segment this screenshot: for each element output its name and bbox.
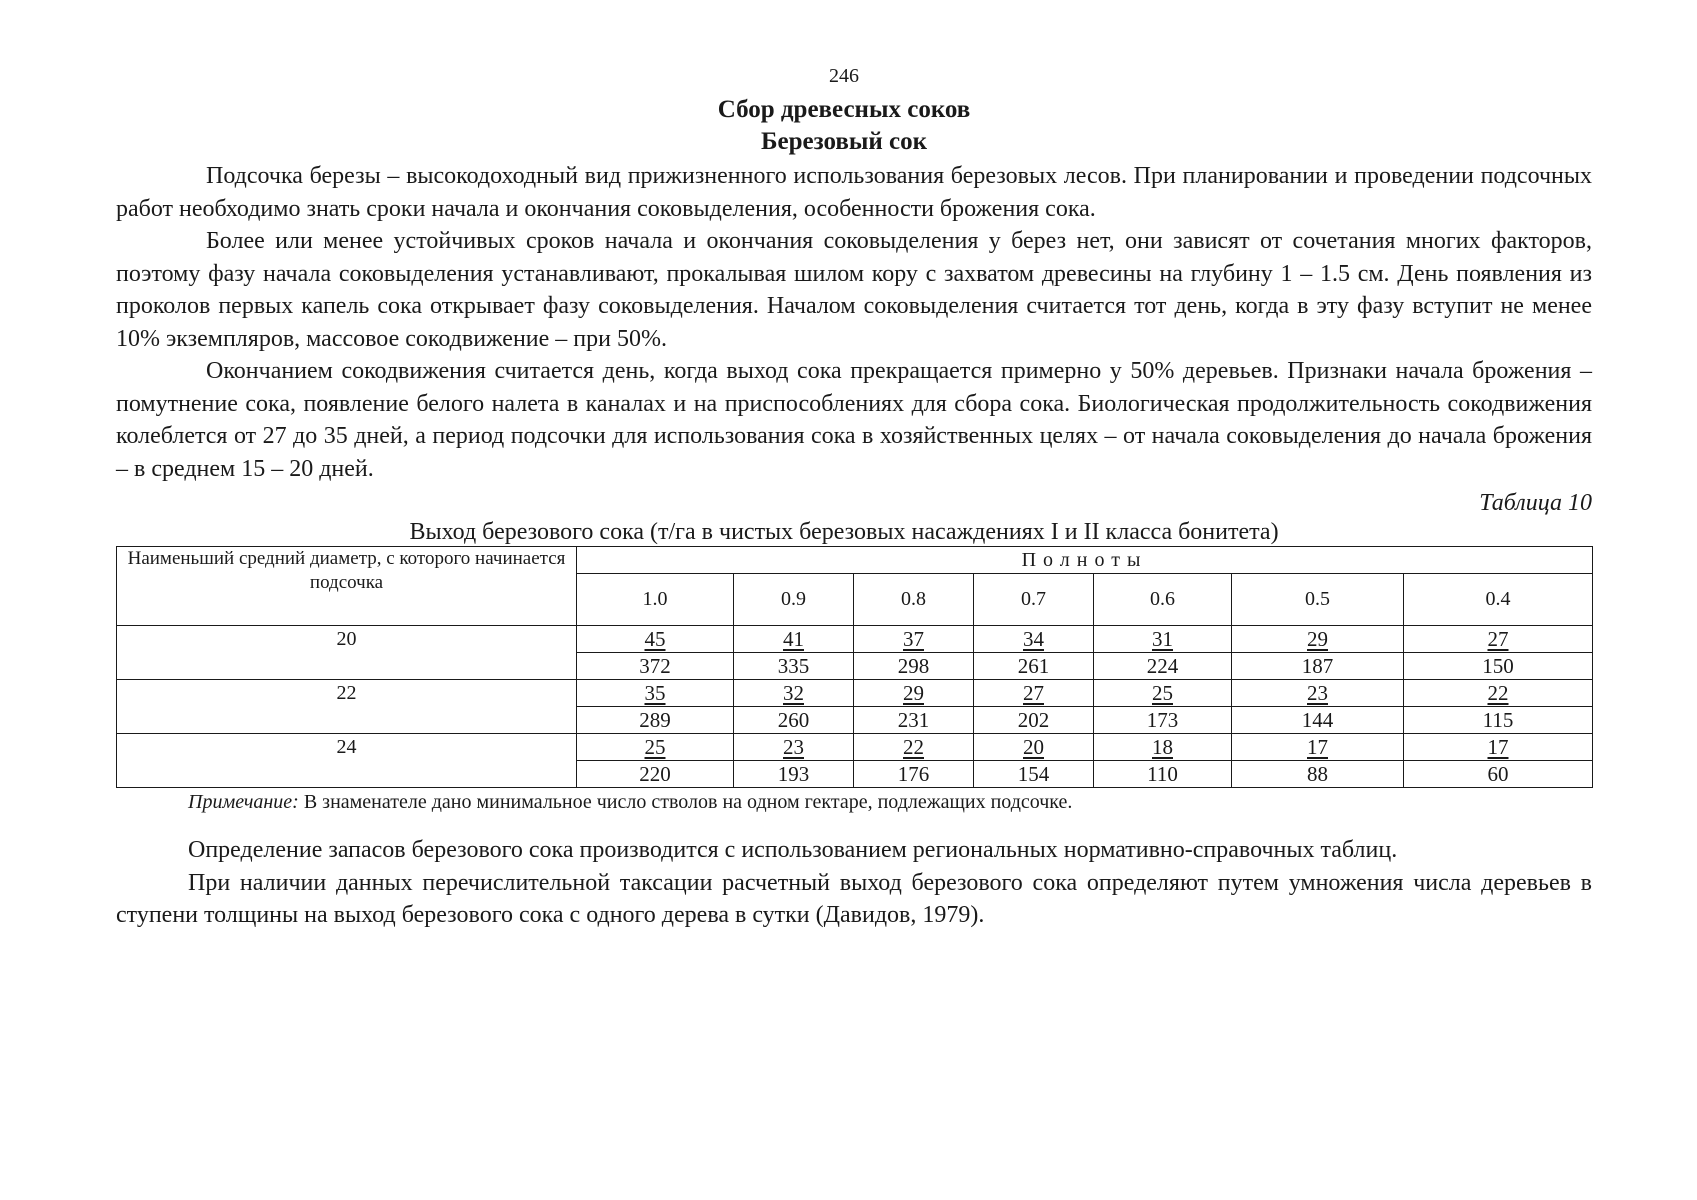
tree-count-cell: 115 — [1404, 707, 1593, 734]
yield-value: 25 — [644, 735, 666, 759]
yield-value: 41 — [783, 627, 804, 651]
sap-yield-table — [116, 546, 1593, 788]
closing-paragraph-1: Определение запасов березового сока производится с использованием региональных нормативно-справочных таблиц. — [188, 837, 1398, 863]
tree-count-cell: 224 — [1094, 653, 1232, 680]
tree-count-cell: 60 — [1404, 761, 1593, 788]
table-note — [188, 788, 1592, 816]
yield-numerator-cell — [734, 626, 854, 653]
yield-value: 18 — [1152, 735, 1173, 759]
yield-value: 27 — [1487, 627, 1509, 651]
density-column-header: 0.8 — [854, 574, 974, 626]
yield-numerator-cell — [854, 626, 974, 653]
yield-value: 27 — [1023, 681, 1044, 705]
yield-value: 23 — [1307, 681, 1328, 705]
paragraph-1: Подсочка березы – высокодоходный вид прижизненного использования березовых лесов. При планировании и проведении подсочных работ необходимо знать сроки начала и окончания соковыделения, особенности брожения сока. — [116, 163, 1592, 222]
density-column-header: 0.6 — [1094, 574, 1232, 626]
yield-numerator-cell — [1094, 680, 1232, 707]
yield-value: 23 — [783, 735, 804, 759]
yield-numerator-cell — [1404, 734, 1593, 761]
tree-count-cell: 144 — [1232, 707, 1404, 734]
section-title: Сбор древесных соков — [717, 96, 971, 123]
yield-value: 17 — [1487, 735, 1509, 759]
diameter-cell: 22 — [117, 680, 577, 734]
yield-numerator-cell — [1404, 680, 1593, 707]
table-row — [117, 626, 1593, 653]
yield-value: 29 — [903, 681, 924, 705]
tree-count-cell: 289 — [577, 707, 734, 734]
document-page — [116, 62, 1592, 932]
yield-numerator-cell — [577, 626, 734, 653]
tree-count-cell: 372 — [577, 653, 734, 680]
tree-count-cell: 176 — [854, 761, 974, 788]
yield-numerator-cell — [1232, 626, 1404, 653]
tree-count-cell: 261 — [974, 653, 1094, 680]
yield-value: 37 — [903, 627, 924, 651]
yield-numerator-cell — [854, 680, 974, 707]
yield-numerator-cell — [854, 734, 974, 761]
yield-numerator-cell — [577, 680, 734, 707]
note-text: В знаменателе дано минимальное число стволов на одном гектаре, подлежащих подсочке. — [298, 791, 1073, 813]
table-title: Выход березового сока (т/га в чистых березовых насаждениях I и II класса бонитета) — [409, 519, 1279, 545]
yield-value: 34 — [1023, 627, 1044, 651]
diameter-cell: 24 — [117, 734, 577, 788]
yield-numerator-cell — [1094, 626, 1232, 653]
yield-value: 32 — [783, 681, 804, 705]
yield-value: 45 — [644, 627, 666, 651]
yield-value: 29 — [1307, 627, 1328, 651]
subsection-title: Березовый сок — [760, 128, 928, 155]
table-row — [117, 680, 1593, 707]
tree-count-cell: 154 — [974, 761, 1094, 788]
yield-numerator-cell — [1404, 626, 1593, 653]
yield-numerator-cell — [974, 680, 1094, 707]
tree-count-cell: 150 — [1404, 653, 1593, 680]
yield-numerator-cell — [577, 734, 734, 761]
tree-count-cell: 187 — [1232, 653, 1404, 680]
tree-count-cell: 173 — [1094, 707, 1232, 734]
tree-count-cell: 110 — [1094, 761, 1232, 788]
table-header-row-1 — [117, 547, 1593, 574]
density-column-header: 0.5 — [1232, 574, 1404, 626]
table-row — [117, 734, 1593, 761]
tree-count-cell: 298 — [854, 653, 974, 680]
yield-numerator-cell — [974, 626, 1094, 653]
yield-numerator-cell — [974, 734, 1094, 761]
tree-count-cell: 231 — [854, 707, 974, 734]
density-header: Полноты — [577, 547, 1593, 574]
diameter-header: Наименьший средний диаметр, с которого начинается подсочка — [117, 547, 577, 626]
yield-value: 20 — [1023, 735, 1044, 759]
yield-numerator-cell — [1232, 734, 1404, 761]
density-column-header: 0.9 — [734, 574, 854, 626]
yield-value: 31 — [1152, 627, 1173, 651]
tree-count-cell: 202 — [974, 707, 1094, 734]
yield-value: 25 — [1152, 681, 1173, 705]
yield-value: 17 — [1307, 735, 1328, 759]
closing-paragraph-2: При наличии данных перечислительной таксации расчетный выход березового сока определяют путем умножения числа деревьев в ступени толщины на выход березового сока с одного дерева в сутки (Давидов, 1979). — [116, 869, 1592, 928]
yield-numerator-cell — [1094, 734, 1232, 761]
page-number: 246 — [829, 65, 859, 87]
yield-value: 22 — [903, 735, 924, 759]
yield-numerator-cell — [1232, 680, 1404, 707]
tree-count-cell: 88 — [1232, 761, 1404, 788]
paragraph-2: Более или менее устойчивых сроков начала и окончания соковыделения у берез нет, они зависят от сочетания многих факторов, поэтому фазу начала соковыделения устанавливают, прокалывая шилом кору с захватом древесины на глубину 1 – 1.5 см. День появления из проколов первых капель сока открывает фазу соковыделения. Началом соковыделения считается тот день, когда в эту фазу вступит не менее 10% экземпляров, массовое сокодвижение – при 50%. — [116, 228, 1592, 352]
diameter-cell: 20 — [117, 626, 577, 680]
density-column-header: 0.4 — [1404, 574, 1593, 626]
yield-numerator-cell — [734, 680, 854, 707]
tree-count-cell: 220 — [577, 761, 734, 788]
density-column-header: 1.0 — [577, 574, 734, 626]
density-column-header: 0.7 — [974, 574, 1094, 626]
note-label: Примечание: — [188, 791, 299, 813]
yield-value: 22 — [1487, 681, 1509, 705]
table-number: Таблица 10 — [1479, 490, 1592, 516]
tree-count-cell: 193 — [734, 761, 854, 788]
tree-count-cell: 335 — [734, 653, 854, 680]
yield-numerator-cell — [734, 734, 854, 761]
paragraph-3: Окончанием сокодвижения считается день, когда выход сока прекращается примерно у 50% деревьев. Признаки начала брожения – помутнение сока, появление белого налета в каналах и на приспособлениях для сбора сока. Биологическая продолжительность сокодвижения колеблется от 27 до 35 дней, а период подсочки для использования сока в хозяйственных целях – от начала соковыделения до начала брожения – в среднем 15 – 20 дней. — [116, 358, 1592, 482]
tree-count-cell: 260 — [734, 707, 854, 734]
yield-value: 35 — [644, 681, 666, 705]
